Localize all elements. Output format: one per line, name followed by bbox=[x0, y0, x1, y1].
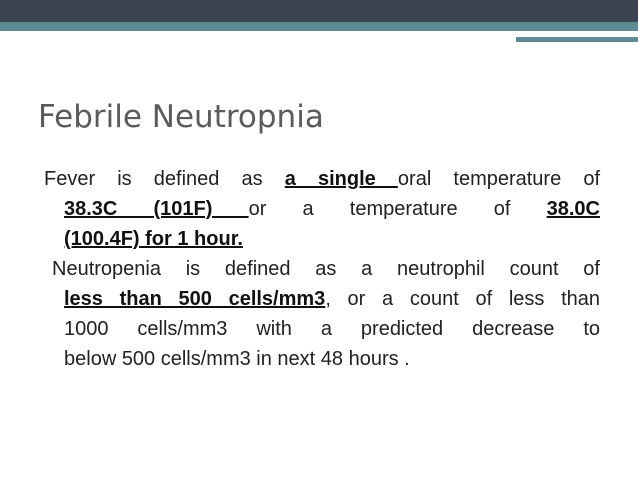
fever-text: oral temperature of bbox=[397, 168, 601, 190]
neutropenia-line-1: Neutropenia is defined as a neutrophil count of bbox=[52, 258, 600, 280]
temperature-duration: (100.4F) for 1 hour. bbox=[64, 228, 243, 250]
neutropenia-line-3: 1000 cells/mm3 with a predicted decrease to bbox=[64, 318, 600, 340]
neutropenia-line-4: below 500 cells/mm3 in next 48 hours . bbox=[64, 348, 410, 370]
fever-line-2 bbox=[44, 194, 600, 224]
slide-title: Febrile Neutropnia bbox=[38, 99, 324, 135]
fever-line-1 bbox=[44, 164, 600, 194]
fever-definition-paragraph bbox=[44, 164, 600, 254]
temperature-threshold-2: 38.0C bbox=[546, 198, 600, 220]
slide-accent-stripe bbox=[516, 37, 638, 42]
fever-text: or a temperature of bbox=[248, 198, 547, 220]
neutropenia-definition-paragraph bbox=[52, 254, 600, 374]
fever-line-3 bbox=[44, 224, 600, 254]
temperature-threshold-1: 38.3C (101F) bbox=[64, 198, 249, 220]
neutropenia-line-2 bbox=[52, 284, 600, 314]
fever-text: Fever is defined as bbox=[44, 168, 285, 190]
single-emphasis: a single bbox=[284, 168, 398, 190]
slide-top-bar bbox=[0, 0, 638, 22]
neutrophil-threshold: less than 500 cells/mm3 bbox=[64, 288, 326, 310]
slide-accent-bar bbox=[0, 22, 638, 31]
neutropenia-text: , or a count of less than bbox=[325, 288, 600, 310]
